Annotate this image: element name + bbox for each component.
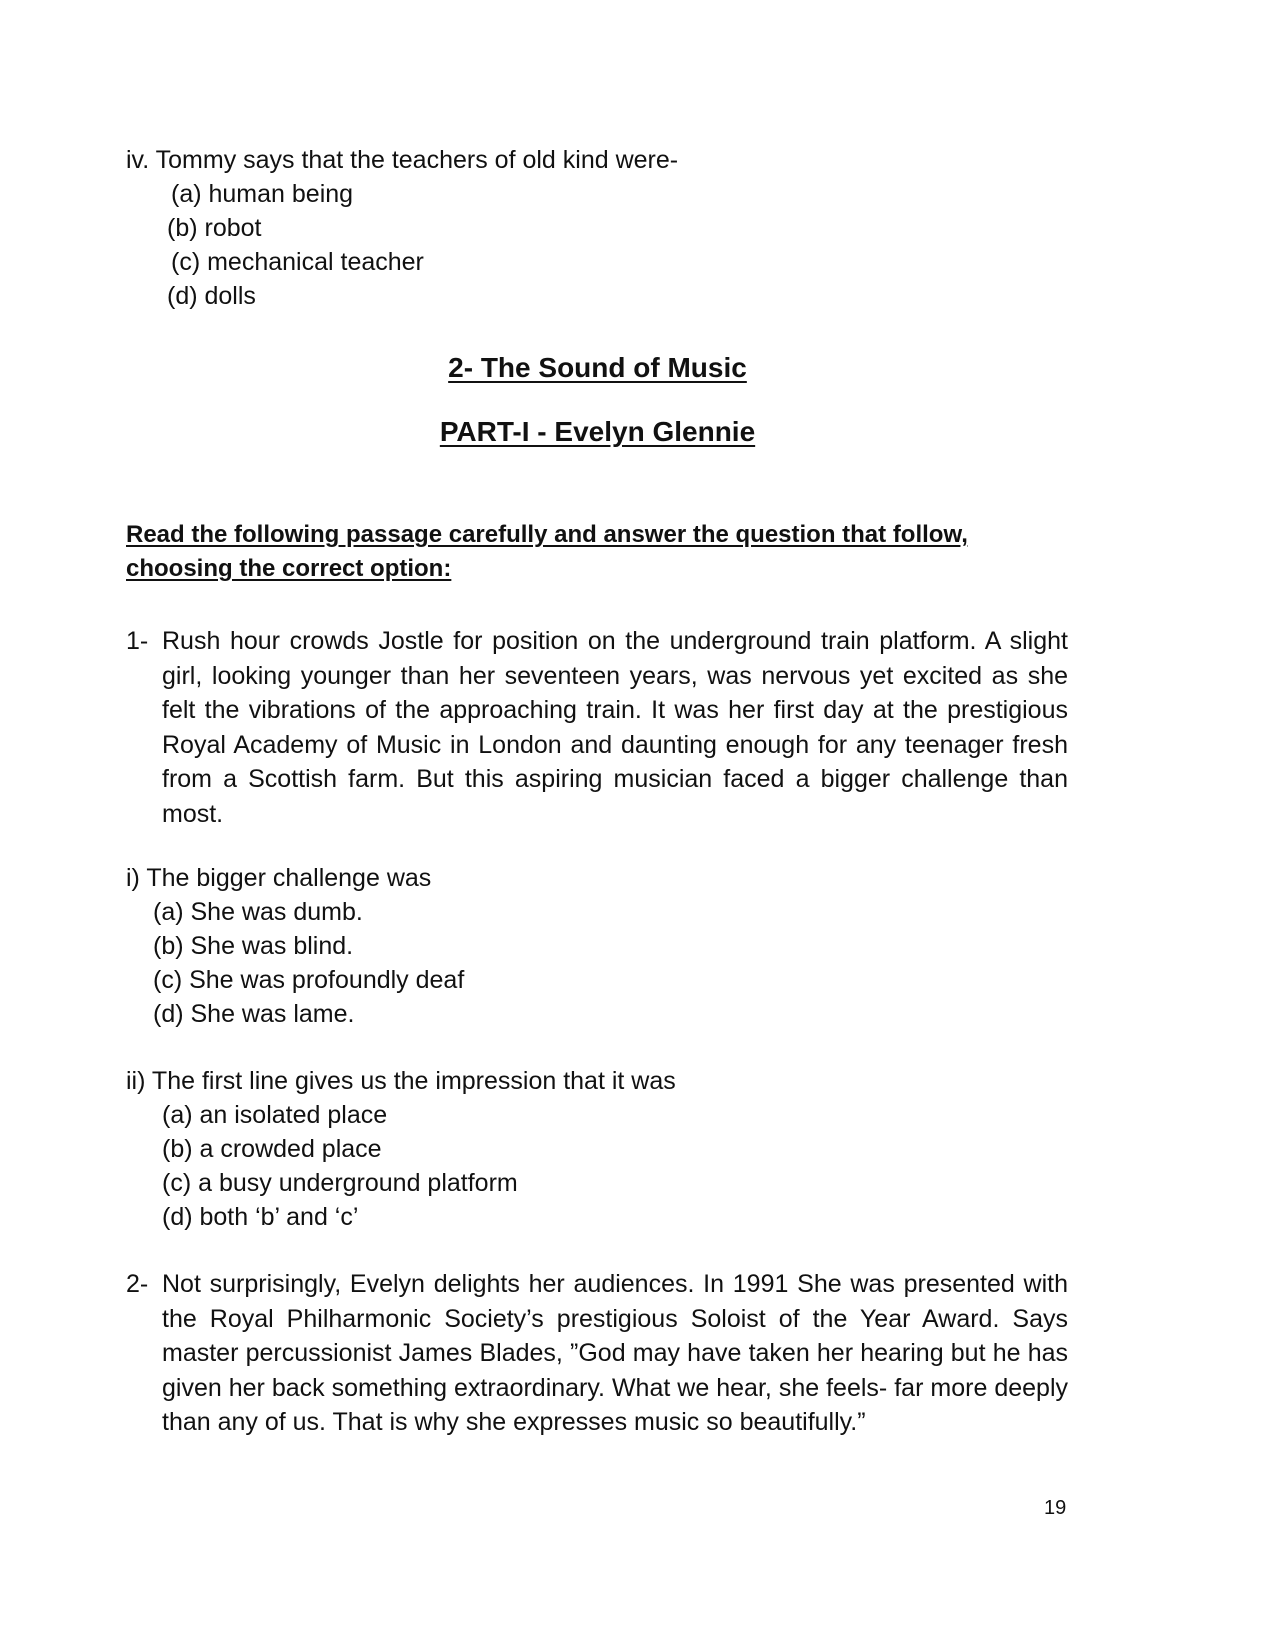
passage-2-number: 2-	[126, 1270, 149, 1298]
passage-1-number: 1-	[126, 627, 149, 655]
part-title: PART-I - Evelyn Glennie	[439, 416, 756, 447]
passage-1-text: Rush hour crowds Jostle for position on the underground train platform. A slight girl, looking younger than her seventeen years, was nervous yet excited as she felt the vibrations of the approaching train. It was her first day at the prestigious Royal Academy of Music in London and daunting enough for any teenager fresh from a Scottish farm. But this aspiring musician faced a bigger challenge than most.	[162, 627, 1068, 828]
question-iv-stem: iv. Tommy says that the teachers of old kind were-	[126, 146, 679, 174]
passage-2-text: Not surprisingly, Evelyn delights her audiences. In 1991 She was presented with the Royal Philharmonic Society’s prestigious Soloist of the Year Award. Says master percussionist James Blades, ”God may have taken her hearing but he has given her back something extraordinary. What we hear, she feels- far more deeply than any of us. That is why she expresses music so beautifully.”	[162, 1270, 1068, 1436]
question-i-option-b: (b) She was blind.	[153, 932, 354, 960]
question-iv-option-a: (a) human being	[171, 180, 354, 208]
instruction: Read the following passage carefully and answer the question that follow, choosing the correct option:	[126, 521, 968, 582]
question-ii-option-d: (d) both ‘b’ and ‘c’	[162, 1203, 359, 1231]
question-ii-option-c: (c) a busy underground platform	[162, 1169, 518, 1197]
page-number: 19	[1044, 1497, 1067, 1519]
question-i-stem: i) The bigger challenge was	[126, 864, 432, 892]
chapter-title: 2- The Sound of Music	[448, 352, 747, 383]
question-iv-option-d: (d) dolls	[167, 282, 256, 310]
question-ii-option-a: (a) an isolated place	[162, 1101, 388, 1129]
question-i-option-c: (c) She was profoundly deaf	[153, 966, 465, 994]
question-ii-option-b: (b) a crowded place	[162, 1135, 382, 1163]
question-i-option-d: (d) She was lame.	[153, 1000, 355, 1028]
question-ii-stem: ii) The first line gives us the impression that it was	[126, 1067, 676, 1095]
question-i-option-a: (a) She was dumb.	[153, 898, 363, 926]
question-iv-option-c: (c) mechanical teacher	[171, 248, 424, 276]
question-iv-option-b: (b) robot	[167, 214, 262, 242]
